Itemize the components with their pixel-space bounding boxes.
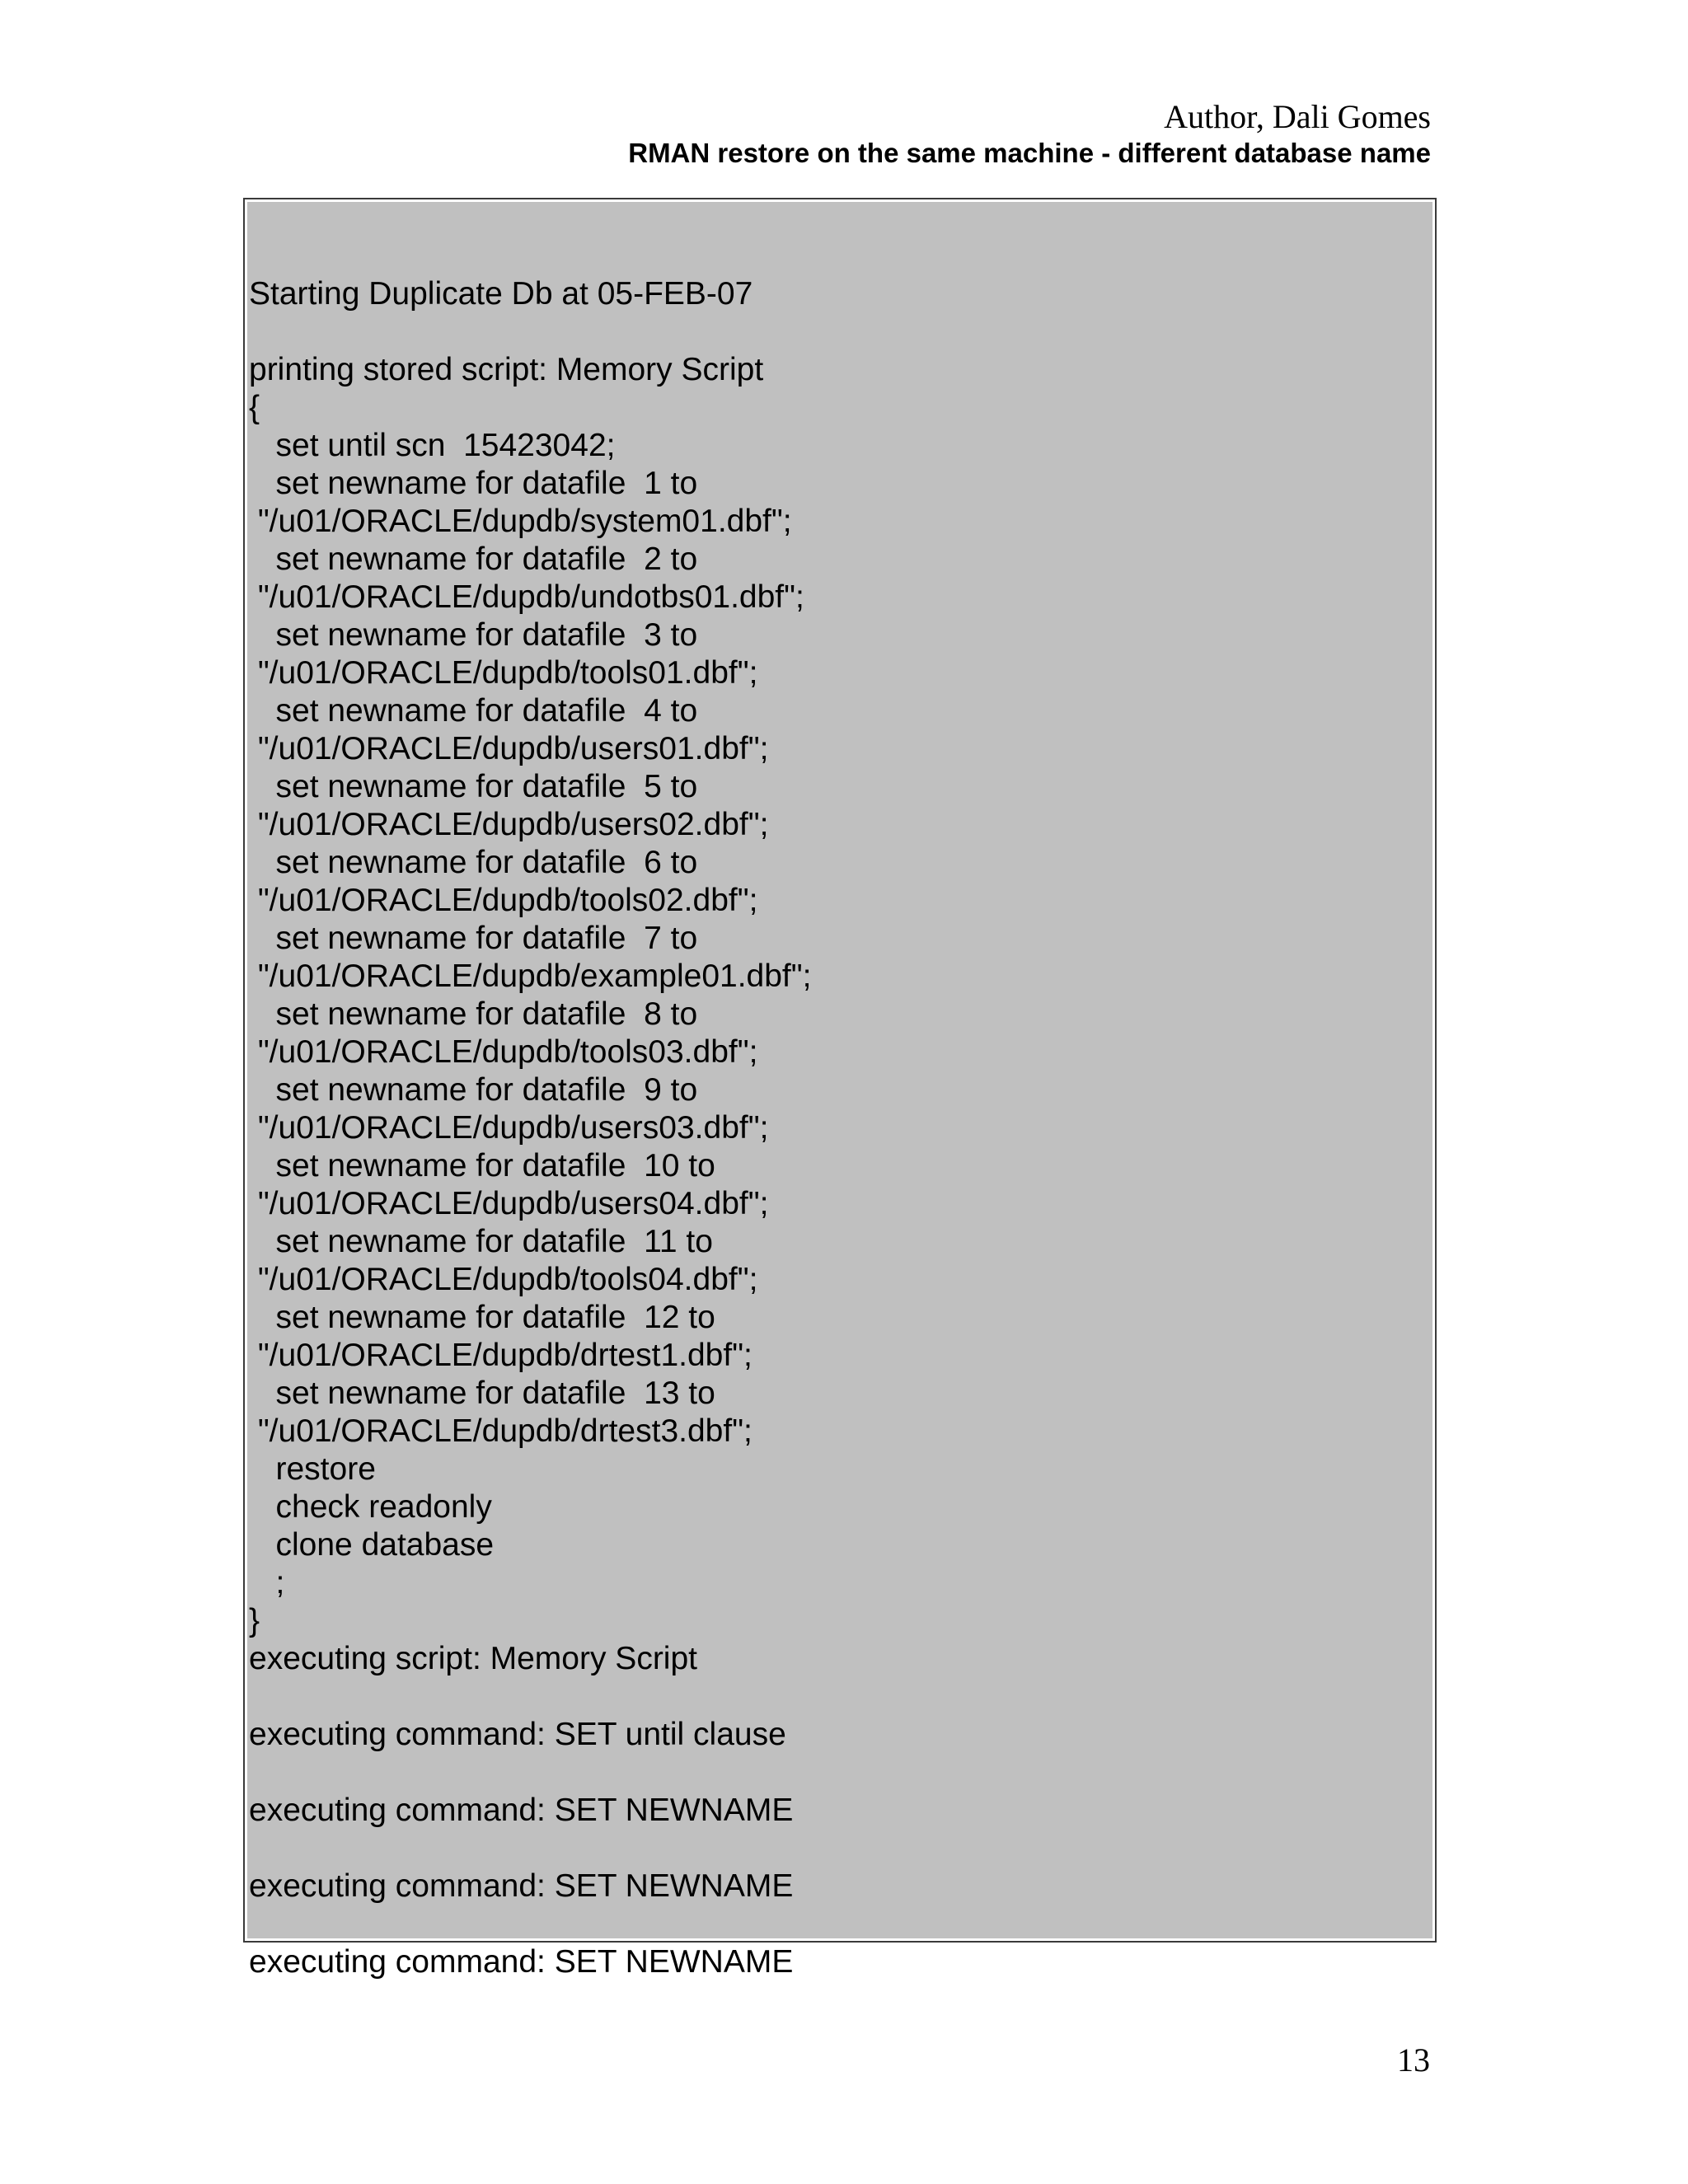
code-line: restore [249, 1451, 376, 1487]
code-line: executing command: SET NEWNAME [249, 1944, 794, 1980]
code-line: "/u01/ORACLE/dupdb/tools01.dbf"; [249, 655, 758, 691]
code-line: set newname for datafile 11 to [249, 1224, 713, 1259]
code-line [249, 313, 1430, 351]
code-line: ; [249, 1565, 285, 1601]
code-line: set newname for datafile 5 to [249, 769, 698, 804]
code-line [249, 237, 1430, 275]
code-line: } [249, 1603, 260, 1638]
code-line [249, 1678, 1430, 1716]
code-line: "/u01/ORACLE/dupdb/users01.dbf"; [249, 731, 769, 766]
code-line: check readonly [249, 1489, 492, 1525]
code-line: "/u01/ORACLE/dupdb/tools03.dbf"; [249, 1034, 758, 1070]
code-line [249, 1830, 1430, 1868]
code-line: set newname for datafile 7 to [249, 921, 698, 956]
code-line: executing command: SET NEWNAME [249, 1793, 794, 1828]
code-line: { [249, 390, 260, 425]
document-title: RMAN restore on the same machine - different database name [628, 138, 1431, 168]
code-line: set newname for datafile 8 to [249, 996, 698, 1032]
code-line: executing script: Memory Script [249, 1641, 698, 1676]
code-line: "/u01/ORACLE/dupdb/tools04.dbf"; [249, 1262, 758, 1297]
code-line: set until scn 15423042; [249, 428, 616, 463]
code-line: set newname for datafile 1 to [249, 466, 698, 501]
code-line: set newname for datafile 10 to [249, 1148, 715, 1183]
code-line: set newname for datafile 2 to [249, 541, 698, 577]
code-line: "/u01/ORACLE/dupdb/example01.dbf"; [249, 958, 812, 994]
code-line: Starting Duplicate Db at 05-FEB-07 [249, 276, 753, 312]
code-listing-box [243, 198, 1437, 1980]
code-line: "/u01/ORACLE/dupdb/users02.dbf"; [249, 807, 769, 842]
code-line: executing command: SET until clause [249, 1717, 786, 1752]
code-line: set newname for datafile 4 to [249, 693, 698, 729]
code-line: "/u01/ORACLE/dupdb/undotbs01.dbf"; [249, 579, 804, 615]
code-line: "/u01/ORACLE/dupdb/users03.dbf"; [249, 1110, 769, 1146]
page-number: 13 [1397, 2041, 1430, 2079]
code-line [249, 1905, 1430, 1943]
code-line: printing stored script: Memory Script [249, 352, 764, 387]
author-line: Author, Dali Gomes [1164, 98, 1431, 135]
code-line: clone database [249, 1527, 495, 1563]
code-line: set newname for datafile 9 to [249, 1072, 698, 1108]
code-line: executing command: SET NEWNAME [249, 1868, 794, 1904]
code-line: set newname for datafile 6 to [249, 845, 698, 880]
code-line: "/u01/ORACLE/dupdb/drtest1.dbf"; [249, 1338, 753, 1373]
code-line: set newname for datafile 12 to [249, 1300, 715, 1335]
code-line: "/u01/ORACLE/dupdb/users04.dbf"; [249, 1186, 769, 1221]
code-line: set newname for datafile 3 to [249, 617, 698, 653]
code-line [249, 1754, 1430, 1792]
code-line: "/u01/ORACLE/dupdb/system01.dbf"; [249, 504, 792, 539]
page-header [628, 97, 1431, 170]
code-line: set newname for datafile 13 to [249, 1376, 715, 1411]
code-listing [249, 237, 1430, 1981]
code-line: "/u01/ORACLE/dupdb/tools02.dbf"; [249, 883, 758, 918]
code-line: "/u01/ORACLE/dupdb/drtest3.dbf"; [249, 1413, 753, 1449]
